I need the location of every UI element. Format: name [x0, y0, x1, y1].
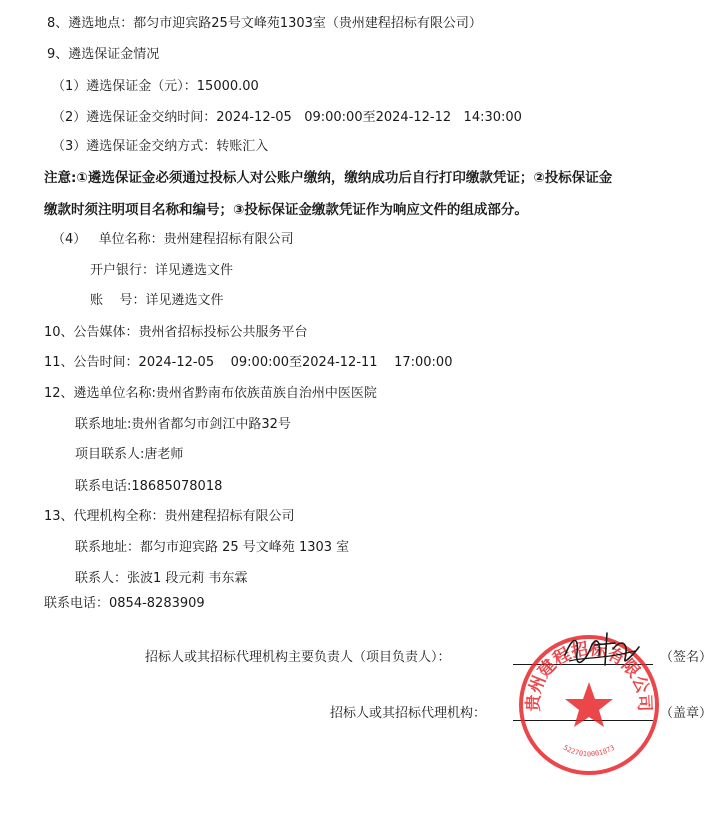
- item-12-address: 联系地址:贵州省都匀市剑江中路32号: [75, 417, 291, 432]
- signature-suffix: （签名）: [660, 650, 713, 665]
- item-13-agency-name: 13、代理机构全称：贵州建程招标有限公司: [44, 509, 295, 524]
- item-8-location: 8、遴选地点：都匀市迎宾路25号文峰苑1303室（贵州建程招标有限公司）: [47, 16, 482, 31]
- seal-number-text: 5227010001873: [561, 743, 617, 759]
- seal-star-icon: [565, 682, 613, 727]
- item-9-1-deposit-amount: （1）遴选保证金（元）：15000.00: [52, 79, 259, 94]
- seal-label: 招标人或其招标代理机构：: [330, 706, 487, 721]
- note-line-2: 缴款时须注明项目名称和编号；③投标保证金缴款凭证作为响应文件的组成部分。: [44, 202, 528, 218]
- note-line-1: 注意:①遴选保证金必须通过投标人对公账户缴纳，缴纳成功后自行打印缴款凭证；②投标保证金: [44, 170, 613, 186]
- item-9-3-deposit-method: （3）遴选保证金交纳方式：转账汇入: [52, 139, 269, 154]
- handwritten-signature: [555, 625, 645, 675]
- item-9-4-unit-name: （4） 单位名称：贵州建程招标有限公司: [52, 232, 294, 247]
- item-12-phone: 联系电话:18685078018: [75, 479, 223, 494]
- item-13-address: 联系地址：都匀市迎宾路 25 号文峰苑 1303 室: [75, 540, 350, 555]
- item-13-contact: 联系人：张波1 段元莉 韦东霖: [75, 571, 248, 586]
- seal-suffix: （盖章）: [660, 706, 713, 721]
- item-12-contact: 项目联系人:唐老师: [75, 447, 184, 462]
- item-9-heading: 9、遴选保证金情况: [47, 47, 160, 62]
- item-13-phone: 联系电话：0854-8283909: [44, 596, 205, 611]
- item-11-announcement-time: 11、公告时间：2024-12-05 09:00:00至2024-12-11 17:00:00: [44, 355, 453, 370]
- item-9-2-deposit-time: （2）遴选保证金交纳时间：2024-12-05 09:00:00至2024-12-12 14:30:00: [52, 110, 522, 125]
- signature-label: 招标人或其招标代理机构主要负责人（项目负责人）：: [145, 650, 451, 665]
- account-line: 账 号：详见遴选文件: [90, 293, 224, 308]
- seal-org-text: 贵州建程招标有限公司: [523, 639, 655, 712]
- item-10-media: 10、公告媒体：贵州省招标投标公共服务平台: [44, 325, 308, 340]
- bank-line: 开户银行：详见遴选文件: [90, 263, 234, 278]
- item-12-unit-name: 12、遴选单位名称:贵州省黔南布依族苗族自治州中医医院: [44, 386, 377, 401]
